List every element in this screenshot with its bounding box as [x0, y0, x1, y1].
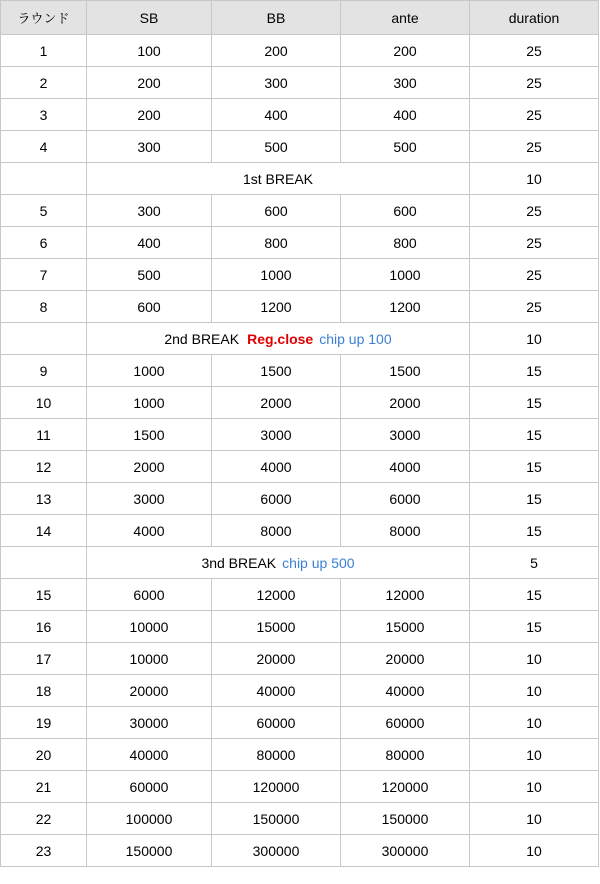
level-duration-cell: 10 — [470, 835, 599, 867]
level-round-cell: 12 — [1, 451, 87, 483]
level-sb-cell: 10000 — [87, 611, 212, 643]
level-ante-cell: 2000 — [341, 387, 470, 419]
level-bb-cell: 800 — [212, 227, 341, 259]
level-round-cell: 6 — [1, 227, 87, 259]
level-sb-cell: 1500 — [87, 419, 212, 451]
level-round-cell: 15 — [1, 579, 87, 611]
level-sb-cell: 100000 — [87, 803, 212, 835]
break-label: 1st BREAK — [242, 170, 314, 187]
level-bb-cell: 6000 — [212, 483, 341, 515]
level-round-cell: 8 — [1, 291, 87, 323]
level-bb-cell: 300000 — [212, 835, 341, 867]
table-row — [1, 611, 599, 643]
level-sb-cell: 200 — [87, 99, 212, 131]
level-round-cell: 5 — [1, 195, 87, 227]
column-header-sb: SB — [87, 1, 212, 35]
level-bb-cell: 600 — [212, 195, 341, 227]
table-body — [1, 35, 599, 867]
level-sb-cell: 3000 — [87, 483, 212, 515]
level-bb-cell: 200 — [212, 35, 341, 67]
table-row — [1, 483, 599, 515]
table-row — [1, 739, 599, 771]
table-row — [1, 451, 599, 483]
level-sb-cell: 60000 — [87, 771, 212, 803]
break-note-chip-up: chip up 500 — [282, 554, 355, 571]
level-duration-cell: 25 — [470, 259, 599, 291]
level-bb-cell: 500 — [212, 131, 341, 163]
level-sb-cell: 300 — [87, 131, 212, 163]
break-label-cell — [87, 547, 470, 579]
level-sb-cell: 600 — [87, 291, 212, 323]
table-row — [1, 579, 599, 611]
level-bb-cell: 2000 — [212, 387, 341, 419]
table-row — [1, 835, 599, 867]
level-duration-cell: 25 — [470, 195, 599, 227]
level-round-cell: 7 — [1, 259, 87, 291]
level-duration-cell: 15 — [470, 451, 599, 483]
level-ante-cell: 150000 — [341, 803, 470, 835]
table-row — [1, 291, 599, 323]
level-duration-cell: 15 — [470, 355, 599, 387]
level-bb-cell: 3000 — [212, 419, 341, 451]
level-ante-cell: 4000 — [341, 451, 470, 483]
level-round-cell: 11 — [1, 419, 87, 451]
level-duration-cell: 10 — [470, 675, 599, 707]
level-ante-cell: 15000 — [341, 611, 470, 643]
level-ante-cell: 600 — [341, 195, 470, 227]
level-bb-cell: 120000 — [212, 771, 341, 803]
column-header-round: ラウンド — [1, 1, 87, 35]
level-sb-cell: 500 — [87, 259, 212, 291]
level-round-cell: 22 — [1, 803, 87, 835]
level-round-cell: 23 — [1, 835, 87, 867]
level-bb-cell: 40000 — [212, 675, 341, 707]
level-sb-cell: 1000 — [87, 387, 212, 419]
column-header-ante: ante — [341, 1, 470, 35]
level-ante-cell: 60000 — [341, 707, 470, 739]
table-row — [1, 675, 599, 707]
level-round-cell: 10 — [1, 387, 87, 419]
level-round-cell: 4 — [1, 131, 87, 163]
level-duration-cell: 10 — [470, 707, 599, 739]
table-row — [1, 227, 599, 259]
break-duration-cell: 5 — [470, 547, 599, 579]
level-sb-cell: 400 — [87, 227, 212, 259]
level-sb-cell: 150000 — [87, 835, 212, 867]
level-bb-cell: 1000 — [212, 259, 341, 291]
level-round-cell: 17 — [1, 643, 87, 675]
level-sb-cell: 300 — [87, 195, 212, 227]
break-label-cell — [87, 323, 470, 355]
break-note-registration-close: Reg.close — [247, 330, 314, 347]
level-sb-cell: 100 — [87, 35, 212, 67]
level-bb-cell: 1500 — [212, 355, 341, 387]
level-ante-cell: 1000 — [341, 259, 470, 291]
level-round-cell: 2 — [1, 67, 87, 99]
level-bb-cell: 4000 — [212, 451, 341, 483]
level-sb-cell: 200 — [87, 67, 212, 99]
level-ante-cell: 120000 — [341, 771, 470, 803]
table-row — [1, 387, 599, 419]
level-duration-cell: 15 — [470, 579, 599, 611]
break-round-empty — [1, 547, 87, 579]
level-round-cell: 19 — [1, 707, 87, 739]
break-row — [1, 163, 599, 195]
level-bb-cell: 400 — [212, 99, 341, 131]
break-duration-cell: 10 — [470, 163, 599, 195]
level-sb-cell: 20000 — [87, 675, 212, 707]
level-sb-cell: 30000 — [87, 707, 212, 739]
level-duration-cell: 25 — [470, 131, 599, 163]
level-duration-cell: 15 — [470, 515, 599, 547]
level-bb-cell: 60000 — [212, 707, 341, 739]
level-duration-cell: 25 — [470, 291, 599, 323]
level-duration-cell: 10 — [470, 643, 599, 675]
level-duration-cell: 10 — [470, 771, 599, 803]
level-sb-cell: 2000 — [87, 451, 212, 483]
level-duration-cell: 15 — [470, 611, 599, 643]
level-ante-cell: 6000 — [341, 483, 470, 515]
break-round-empty — [1, 163, 87, 195]
level-ante-cell: 300000 — [341, 835, 470, 867]
table-row — [1, 99, 599, 131]
break-label-cell — [87, 163, 470, 195]
break-duration-cell: 10 — [470, 323, 599, 355]
level-round-cell: 20 — [1, 739, 87, 771]
break-row — [1, 323, 599, 355]
table-row — [1, 707, 599, 739]
level-ante-cell: 1200 — [341, 291, 470, 323]
level-round-cell: 9 — [1, 355, 87, 387]
level-ante-cell: 80000 — [341, 739, 470, 771]
level-bb-cell: 20000 — [212, 643, 341, 675]
level-sb-cell: 6000 — [87, 579, 212, 611]
column-header-duration: duration — [470, 1, 599, 35]
table-row — [1, 643, 599, 675]
level-bb-cell: 15000 — [212, 611, 341, 643]
table-row — [1, 515, 599, 547]
level-bb-cell: 12000 — [212, 579, 341, 611]
break-round-empty — [1, 323, 87, 355]
level-ante-cell: 1500 — [341, 355, 470, 387]
table-row — [1, 35, 599, 67]
level-ante-cell: 300 — [341, 67, 470, 99]
level-duration-cell: 25 — [470, 67, 599, 99]
table-row — [1, 67, 599, 99]
table-row — [1, 131, 599, 163]
level-round-cell: 21 — [1, 771, 87, 803]
level-duration-cell: 15 — [470, 483, 599, 515]
level-bb-cell: 150000 — [212, 803, 341, 835]
break-label: 3nd BREAK — [201, 554, 277, 571]
level-bb-cell: 300 — [212, 67, 341, 99]
level-duration-cell: 15 — [470, 387, 599, 419]
table-row — [1, 195, 599, 227]
level-round-cell: 13 — [1, 483, 87, 515]
level-bb-cell: 8000 — [212, 515, 341, 547]
table-row — [1, 259, 599, 291]
level-duration-cell: 25 — [470, 99, 599, 131]
level-ante-cell: 12000 — [341, 579, 470, 611]
level-round-cell: 1 — [1, 35, 87, 67]
break-note-chip-up: chip up 100 — [319, 330, 392, 347]
level-round-cell: 16 — [1, 611, 87, 643]
level-duration-cell: 10 — [470, 739, 599, 771]
level-ante-cell: 20000 — [341, 643, 470, 675]
level-ante-cell: 3000 — [341, 419, 470, 451]
level-ante-cell: 800 — [341, 227, 470, 259]
level-round-cell: 3 — [1, 99, 87, 131]
break-label: 2nd BREAK — [164, 330, 240, 347]
column-header-bb: BB — [212, 1, 341, 35]
level-sb-cell: 1000 — [87, 355, 212, 387]
level-duration-cell: 10 — [470, 803, 599, 835]
level-sb-cell: 10000 — [87, 643, 212, 675]
level-round-cell: 18 — [1, 675, 87, 707]
level-bb-cell: 1200 — [212, 291, 341, 323]
level-sb-cell: 40000 — [87, 739, 212, 771]
level-round-cell: 14 — [1, 515, 87, 547]
level-ante-cell: 400 — [341, 99, 470, 131]
level-duration-cell: 25 — [470, 35, 599, 67]
level-ante-cell: 200 — [341, 35, 470, 67]
table-row — [1, 419, 599, 451]
table-header-row — [1, 1, 599, 35]
level-ante-cell: 500 — [341, 131, 470, 163]
level-bb-cell: 80000 — [212, 739, 341, 771]
break-row — [1, 547, 599, 579]
level-duration-cell: 25 — [470, 227, 599, 259]
level-ante-cell: 8000 — [341, 515, 470, 547]
level-ante-cell: 40000 — [341, 675, 470, 707]
level-duration-cell: 15 — [470, 419, 599, 451]
table-row — [1, 803, 599, 835]
table-row — [1, 355, 599, 387]
table-header — [1, 1, 599, 35]
table-row — [1, 771, 599, 803]
level-sb-cell: 4000 — [87, 515, 212, 547]
